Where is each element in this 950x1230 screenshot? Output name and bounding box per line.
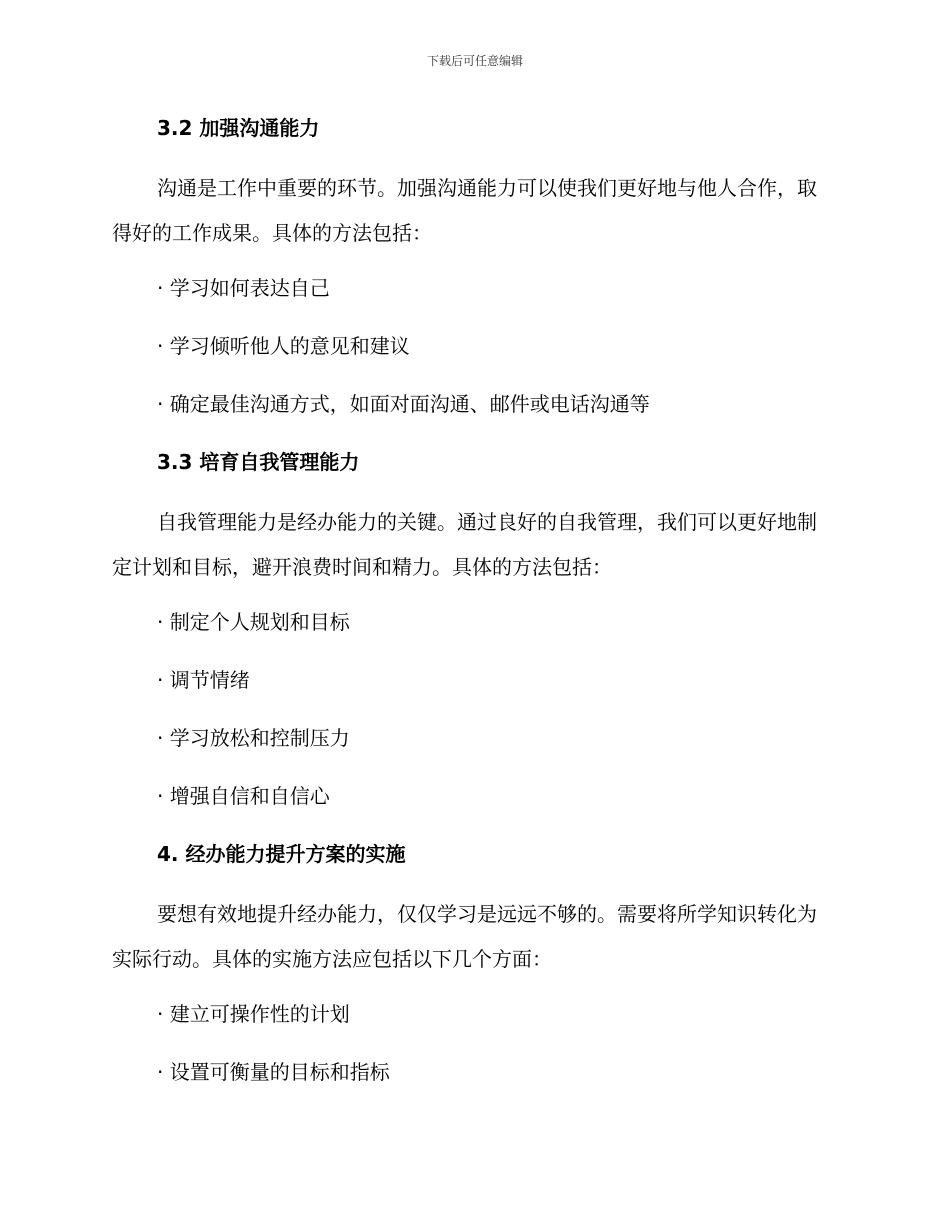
list-item: · 学习倾听他人的意见和建议: [157, 334, 410, 358]
section-4: [112, 834, 832, 1110]
section-3-3: [112, 442, 832, 834]
list-item: · 学习如何表达自己: [157, 276, 330, 300]
section-heading: 3.2 加强沟通能力: [157, 116, 320, 140]
section-3-2: [112, 108, 832, 442]
list-item: · 设置可衡量的目标和指标: [157, 1060, 390, 1084]
list-item: · 确定最佳沟通方式，如面对面沟通、邮件或电话沟通等: [157, 392, 650, 416]
section-paragraph: 要想有效地提升经办能力，仅仅学习是远远不够的。需要将所学知识转化为实际行动。具体的实施方法应包括以下几个方面：: [112, 902, 817, 971]
list-item: · 增强自信和自信心: [157, 784, 330, 808]
section-heading: 3.3 培育自我管理能力: [157, 450, 360, 474]
section-heading: 4. 经办能力提升方案的实施: [157, 842, 406, 866]
section-paragraph: 自我管理能力是经办能力的关键。通过良好的自我管理，我们可以更好地制定计划和目标，避开浪费时间和精力。具体的方法包括：: [112, 510, 817, 579]
list-item: · 制定个人规划和目标: [157, 610, 350, 634]
list-item: · 学习放松和控制压力: [157, 726, 350, 750]
list-item: · 建立可操作性的计划: [157, 1002, 350, 1026]
section-paragraph: 沟通是工作中重要的环节。加强沟通能力可以使我们更好地与他人合作，取得好的工作成果。具体的方法包括：: [112, 176, 817, 245]
list-item: · 调节情绪: [157, 668, 250, 692]
document-body: [112, 108, 832, 1110]
page-header: 下载后可任意编辑: [426, 54, 523, 68]
